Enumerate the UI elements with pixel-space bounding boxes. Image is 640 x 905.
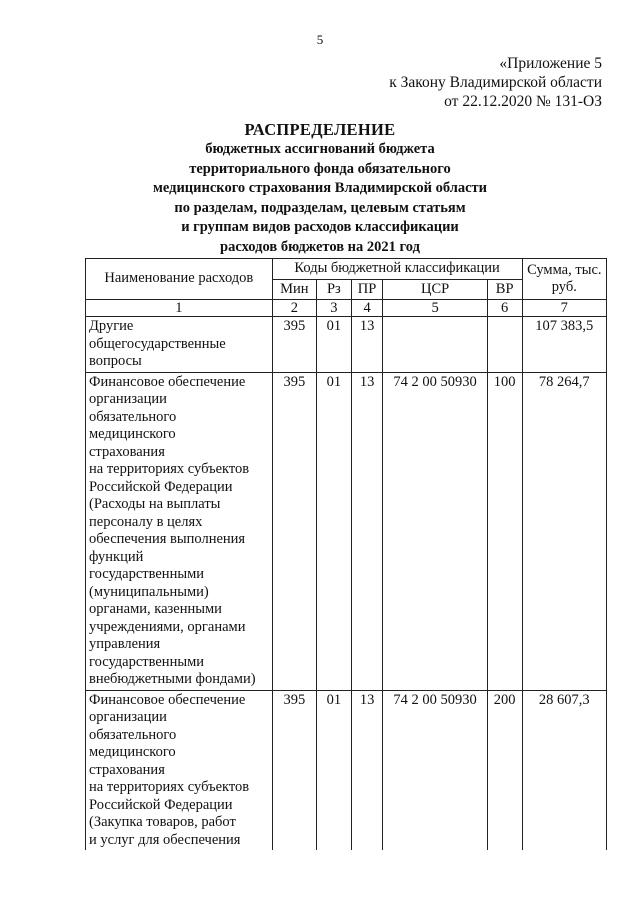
- expense-name-line: государственными: [89, 653, 205, 670]
- expense-name-line: персоналу в целях: [89, 513, 203, 530]
- expense-name-line: обеспечения выполнения: [89, 531, 246, 547]
- amount: 107 383,5: [522, 317, 606, 373]
- expense-name-line: государственными: [89, 566, 205, 582]
- column-number: 4: [351, 300, 383, 317]
- expense-name-line: медицинского: [89, 744, 176, 760]
- code-min: 395: [272, 372, 316, 690]
- header-rz: Рз: [316, 279, 351, 300]
- expense-name-line: Финансовое обеспечение: [89, 691, 246, 708]
- expense-name: [86, 690, 273, 850]
- expense-name-line: Другие: [89, 318, 134, 334]
- header-name: Наименование расходов: [86, 259, 273, 300]
- code-rz: 01: [316, 690, 351, 850]
- code-pr: 13: [351, 317, 383, 373]
- expense-name: [86, 317, 273, 373]
- document-heading: [0, 119, 640, 257]
- column-number: 3: [316, 300, 351, 317]
- expense-name-line: учреждениями, органами: [89, 618, 246, 635]
- code-min: 395: [272, 690, 316, 850]
- subtitle-line: по разделам, подразделам, целевым статьям: [174, 199, 466, 216]
- expense-name-line: функций: [89, 548, 144, 565]
- code-pr: 13: [351, 372, 383, 690]
- amount: 78 264,7: [522, 372, 606, 690]
- expense-name-line: организации: [89, 709, 167, 725]
- code-pr: 13: [351, 690, 383, 850]
- appendix-line: от 22.12.2020 № 131-ОЗ: [444, 93, 602, 110]
- appendix-line: к Закону Владимирской области: [389, 74, 602, 91]
- column-number: 6: [487, 300, 522, 317]
- header-pr: ПР: [351, 279, 383, 300]
- header-min: Мин: [272, 279, 316, 300]
- expense-name-line: Финансовое обеспечение: [89, 373, 246, 390]
- column-number: 5: [383, 300, 487, 317]
- code-csr: 74 2 00 50930: [383, 690, 487, 850]
- page-number: 5: [316, 32, 324, 47]
- code-vr: 100: [487, 372, 522, 690]
- column-number: 7: [522, 300, 606, 317]
- document-title: РАСПРЕДЕЛЕНИЕ: [244, 120, 396, 139]
- code-csr: [383, 317, 487, 373]
- expense-name-line: (Закупка товаров, работ: [89, 814, 236, 830]
- expense-name-line: медицинского: [89, 426, 176, 442]
- expense-name-line: управления: [89, 636, 161, 652]
- appendix-reference: [389, 54, 602, 111]
- expense-name-line: (муниципальными): [89, 583, 209, 600]
- code-vr: [487, 317, 522, 373]
- table-row: [86, 317, 607, 373]
- expense-name-line: на территориях субъектов: [89, 461, 250, 477]
- budget-table: [85, 258, 607, 850]
- expense-name-line: обязательного: [89, 726, 177, 743]
- subtitle-line: медицинского страхования Владимирской области: [152, 180, 488, 196]
- expense-name-line: на территориях субъектов: [89, 779, 250, 795]
- expense-name-line: органами, казенными: [89, 601, 222, 617]
- expense-name-line: (Расходы на выплаты: [89, 496, 221, 512]
- table-row: [86, 690, 607, 850]
- expense-name-line: вопросы: [89, 353, 142, 369]
- expense-name-line: страхования: [89, 761, 165, 778]
- subtitle-line: и группам видов расходов классификации: [181, 219, 459, 235]
- expense-name-line: общегосударственные: [89, 335, 226, 352]
- subtitle-line: территориального фонда обязательного: [189, 160, 451, 177]
- code-rz: 01: [316, 372, 351, 690]
- expense-name: [86, 372, 273, 690]
- expense-name-line: Российской Федерации: [89, 478, 233, 495]
- code-vr: 200: [487, 690, 522, 850]
- column-number: 1: [86, 300, 273, 317]
- code-rz: 01: [316, 317, 351, 373]
- column-number: 2: [272, 300, 316, 317]
- amount: 28 607,3: [522, 690, 606, 850]
- code-min: 395: [272, 317, 316, 373]
- header-vr: ВР: [487, 279, 522, 300]
- expense-name-line: страхования: [89, 443, 165, 460]
- expense-name-line: обязательного: [89, 408, 177, 425]
- expense-name-line: Российской Федерации: [89, 796, 233, 813]
- subtitle-line: бюджетных ассигнований бюджета: [205, 141, 435, 157]
- subtitle-line: расходов бюджетов на 2021 год: [220, 238, 420, 255]
- expense-name-line: внебюджетными фондами): [89, 671, 256, 687]
- header-codes-group: Коды бюджетной классификации: [272, 259, 522, 280]
- header-csr: ЦСР: [383, 279, 487, 300]
- column-number-row: [86, 300, 607, 317]
- appendix-line: «Приложение 5: [499, 55, 602, 72]
- expense-name-line: организации: [89, 391, 167, 407]
- code-csr: 74 2 00 50930: [383, 372, 487, 690]
- header-sum: Сумма, тыс. руб.: [522, 259, 606, 300]
- table-row: [86, 372, 607, 690]
- expense-name-line: и услуг для обеспечения: [89, 831, 241, 848]
